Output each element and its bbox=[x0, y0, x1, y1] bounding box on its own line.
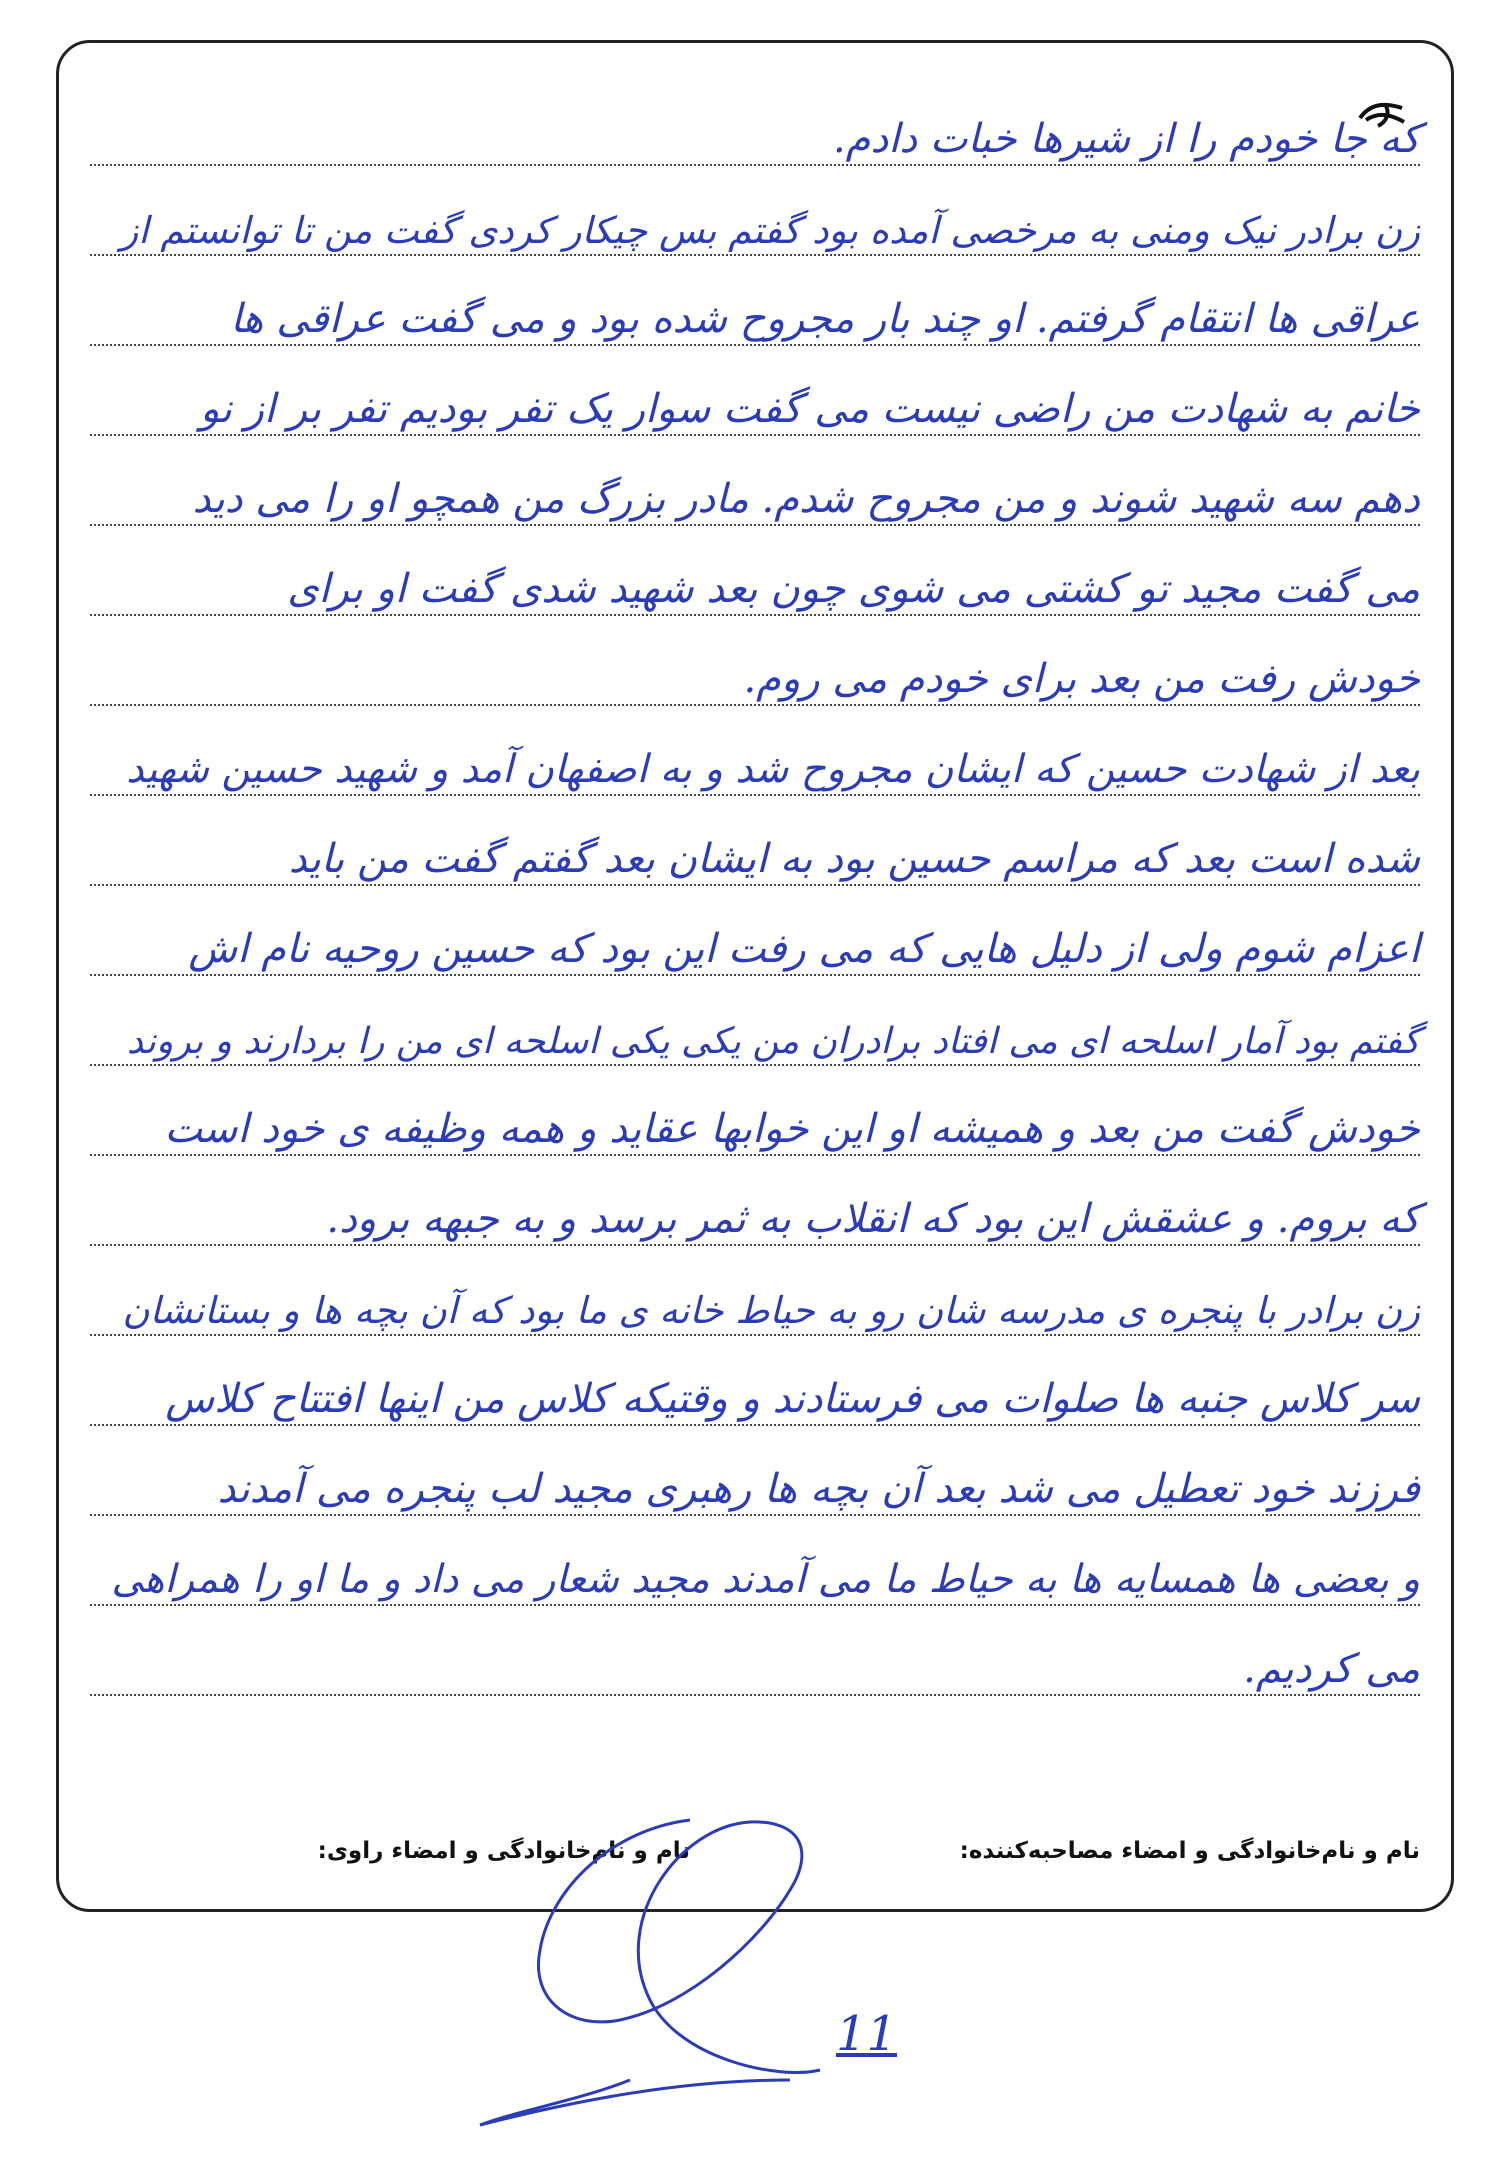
handwritten-text: خودش گفت من بعد و همیشه او این خوابها عقاید و همه وظیفه ی خود است bbox=[164, 1106, 1420, 1152]
dotted-rule bbox=[90, 1694, 1420, 1696]
handwritten-line bbox=[90, 1162, 1420, 1258]
dotted-rule bbox=[90, 254, 1420, 256]
handwritten-line bbox=[90, 1432, 1420, 1528]
handwritten-line bbox=[90, 892, 1420, 988]
handwritten-line bbox=[90, 1612, 1420, 1708]
handwritten-text: که بروم. و عشقش این بود که انقلاب به ثمر برسد و به جبهه برود. bbox=[326, 1196, 1420, 1242]
handwritten-line bbox=[90, 82, 1420, 178]
dotted-rule bbox=[90, 434, 1420, 436]
dotted-rule bbox=[90, 1604, 1420, 1606]
dotted-rule bbox=[90, 884, 1420, 886]
handwritten-text: و بعضی ها همسایه ها به حیاط ما می آمدند مجید شعار می داد و ما او را همراهی bbox=[111, 1557, 1420, 1602]
page-number: 11 bbox=[836, 2006, 898, 2062]
handwritten-line bbox=[90, 442, 1420, 538]
dotted-rule bbox=[90, 974, 1420, 976]
handwritten-text: می کردیم. bbox=[1243, 1646, 1420, 1692]
dotted-rule bbox=[90, 164, 1420, 166]
dotted-rule bbox=[90, 1154, 1420, 1156]
dotted-rule bbox=[90, 704, 1420, 706]
handwritten-line bbox=[90, 802, 1420, 898]
handwritten-line bbox=[90, 1072, 1420, 1168]
handwritten-line bbox=[90, 532, 1420, 628]
dotted-rule bbox=[90, 1334, 1420, 1336]
handwritten-line bbox=[90, 622, 1420, 718]
handwritten-text: فرزند خود تعطیل می شد بعد آن بچه ها رهبری مجید لب پنجره می آمدند bbox=[217, 1466, 1420, 1512]
handwritten-text: زن برادر نیک ومنی به مرخصی آمده بود گفتم بس چیکار کردی گفت من تا توانستم از bbox=[120, 209, 1420, 252]
handwritten-text: اعزام شوم ولی از دلیل هایی که می رفت این بود که حسین روحیه نام اش bbox=[188, 926, 1420, 972]
handwritten-text: خودش رفت من بعد برای خودم می روم. bbox=[743, 656, 1420, 702]
handwritten-line bbox=[90, 1252, 1420, 1348]
handwritten-text: دهم سه شهید شوند و من مجروح شدم. مادر بزرگ من همچو او را می دید bbox=[192, 476, 1420, 522]
dotted-rule bbox=[90, 344, 1420, 346]
dotted-rule bbox=[90, 1244, 1420, 1246]
dotted-rule bbox=[90, 1064, 1420, 1066]
handwritten-text: می گفت مجید تو کشتی می شوی چون بعد شهید شدی گفت او برای bbox=[287, 566, 1420, 612]
handwritten-text: گفتم بود آمار اسلحه ای می افتاد برادران من یکی یکی اسلحه ای من را بردارند و بروند bbox=[126, 1021, 1420, 1062]
handwritten-text: عراقی ها انتقام گرفتم. او چند بار مجروح شده بود و می گفت عراقی ها bbox=[230, 296, 1420, 342]
dotted-rule bbox=[90, 614, 1420, 616]
handwritten-text: زن برادر با پنجره ی مدرسه شان رو به حیاط خانه ی ما بود که آن بچه ها و بستانشان bbox=[122, 1289, 1420, 1332]
handwritten-text: که جا خودم را از شیرها خبات دادم. bbox=[832, 116, 1420, 162]
interviewer-signature-label: نام و نام‌خانوادگی و امضاء مصاحبه‌کننده: bbox=[959, 1838, 1420, 1864]
dotted-rule bbox=[90, 1514, 1420, 1516]
handwritten-signature bbox=[460, 1780, 960, 2140]
narrator-signature-label: نام و نام‌خانوادگی و امضاء راوی: bbox=[317, 1838, 690, 1864]
handwritten-line bbox=[90, 172, 1420, 268]
dotted-rule bbox=[90, 524, 1420, 526]
handwritten-line bbox=[90, 262, 1420, 358]
handwritten-line bbox=[90, 982, 1420, 1078]
dotted-rule bbox=[90, 794, 1420, 796]
handwritten-text: خانم به شهادت من راضی نیست می گفت سوار یک تفر بودیم تفر بر از نو bbox=[200, 386, 1420, 432]
handwritten-text: سر کلاس جنبه ها صلوات می فرستادند و وقتیکه کلاس من اینها افتتاح کلاس bbox=[165, 1376, 1420, 1422]
handwritten-text: شده است بعد که مراسم حسین بود به ایشان بعد گفتم گفت من باید bbox=[288, 836, 1420, 882]
handwritten-line bbox=[90, 352, 1420, 448]
dotted-rule bbox=[90, 1424, 1420, 1426]
handwritten-line bbox=[90, 1342, 1420, 1438]
handwritten-text: بعد از شهادت حسین که ایشان مجروح شد و به اصفهان آمد و شهید حسین شهید bbox=[126, 747, 1420, 792]
handwritten-line bbox=[90, 1522, 1420, 1618]
handwritten-line bbox=[90, 712, 1420, 808]
